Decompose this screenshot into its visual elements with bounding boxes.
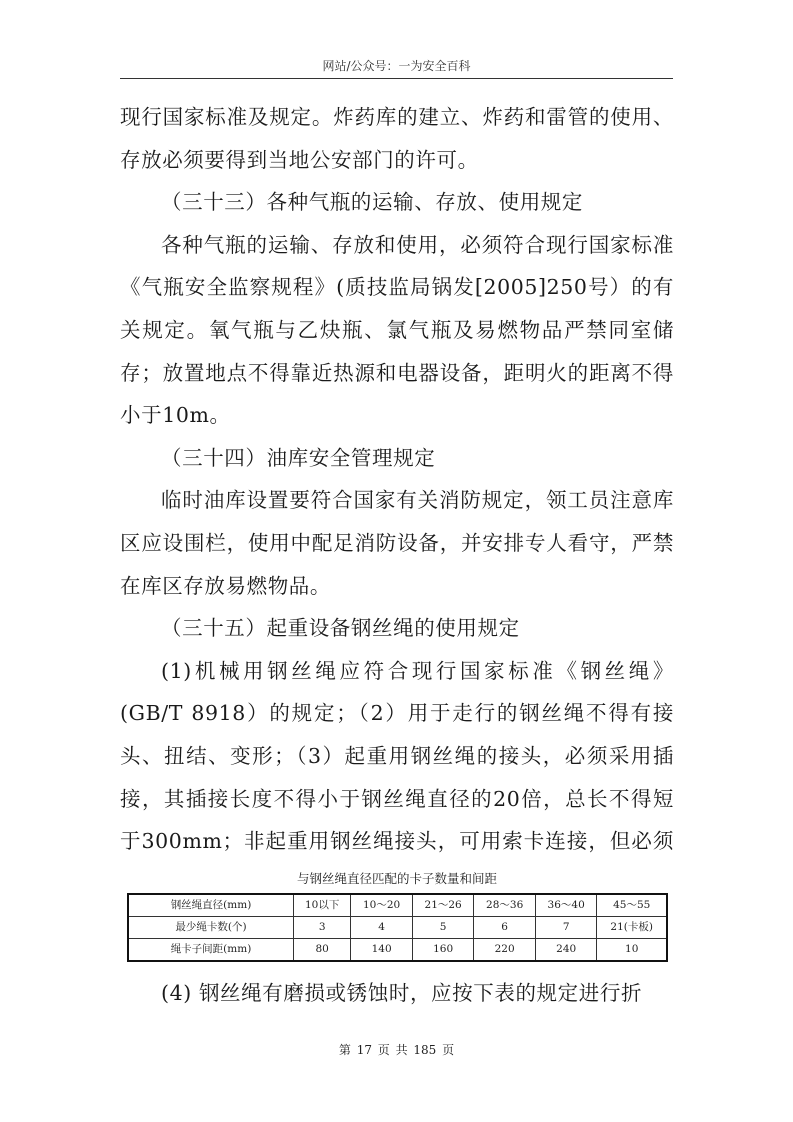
table-cell: 绳卡子间距(mm) [128,939,294,962]
table-cell: 10 [597,939,667,962]
wire-rope-clip-table [127,893,668,962]
table-cell: 220 [474,939,536,962]
table-cell: 6 [474,917,536,939]
table-cell: 10以下 [294,894,351,917]
table-cell: 3 [294,917,351,939]
table-cell: 28～36 [474,894,536,917]
body-text [120,96,674,866]
page-header: 网站/公众号：一为安全百科 [322,59,471,73]
section-heading-35: （三十五）起重设备钢丝绳的使用规定 [161,616,520,641]
table-cell: 5 [412,917,474,939]
paragraph: 临时油库设置要符合国家有关消防规定，领工员注意库区应设围栏，使用中配足消防设备，并安排专人看守，严禁在库区存放易燃物品。 [120,488,674,598]
section-heading-34: （三十四）油库安全管理规定 [161,445,436,470]
section-heading-33: （三十三）各种气瓶的运输、存放、使用规定 [161,190,583,215]
header-divider [120,78,673,79]
table-cell: 80 [294,939,351,962]
table-cell: 7 [535,917,597,939]
table-row [128,894,667,917]
table-caption: 与钢丝绳直径匹配的卡子数量和间距 [296,871,497,886]
table-cell: 21(卡板) [597,917,667,939]
table-cell: 21～26 [412,894,474,917]
table-cell: 45～55 [597,894,667,917]
paragraph: (4) 钢丝绳有磨损或锈蚀时，应按下表的规定进行折 [161,981,643,1005]
table-cell: 160 [412,939,474,962]
table-cell: 240 [535,939,597,962]
table-cell: 36～40 [535,894,597,917]
table-cell: 10～20 [351,894,413,917]
paragraph: (1)机械用钢丝绳应符合现行国家标准《钢丝绳》(GB/T 8918）的规定；（2）用于走行的钢丝绳不得有接头、扭结、变形；（3）起重用钢丝绳的接头，必须采用插接，其插接长度不得小于钢丝绳直径的20倍，总长不得短于300mm；非起重用钢丝绳接头，可用索卡连接，但必须 [120,658,674,854]
table-row [128,939,667,962]
table-cell: 4 [351,917,413,939]
continuation-text [120,972,674,1015]
paragraph: 各种气瓶的运输、存放和使用，必须符合现行国家标准《气瓶安全监察规程》(质技监局锅发[2005]250号）的有关规定。氧气瓶与乙炔瓶、氯气瓶及易燃物品严禁同室储存；放置地点不得靠近热源和电器设备，距明火的距离不得小于10m。 [120,232,674,428]
table-row [128,917,667,939]
table-cell: 钢丝绳直径(mm) [128,894,294,917]
table-cell: 最少绳卡数(个) [128,917,294,939]
page-number: 第 17 页 共 185 页 [338,1043,455,1057]
table-cell: 140 [351,939,413,962]
paragraph: 现行国家标准及规定。炸药库的建立、炸药和雷管的使用、存放必须要得到当地公安部门的许可。 [120,105,674,172]
